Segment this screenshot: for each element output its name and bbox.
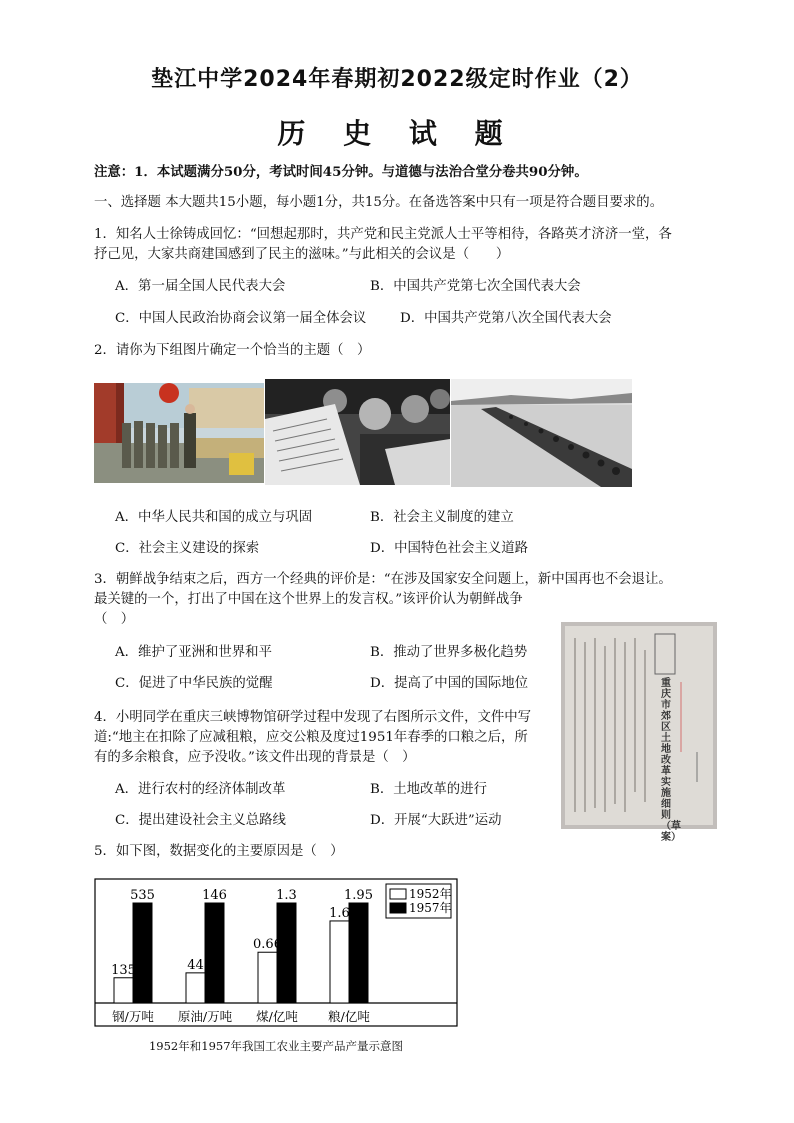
q2-option-c[interactable]: C．社会主义建设的探索 xyxy=(115,541,260,556)
q3-stem-line3: （ ） xyxy=(94,612,135,627)
bar-label-1952-2: 0.66 xyxy=(253,937,282,953)
q3-option-a[interactable]: A．维护了亚洲和世界和平 xyxy=(115,645,272,660)
q1-option-c[interactable]: C．中国人民政治协商会议第一届全体会议 xyxy=(115,311,367,326)
q4-option-a[interactable]: A．进行农村的经济体制改革 xyxy=(115,782,286,797)
q4-stem-line3: 有的多余粮食，应予没收。”该文件出现的背景是（ ） xyxy=(94,750,416,765)
bar-label-1952-0: 135 xyxy=(111,962,136,978)
bar-1957-0 xyxy=(133,903,152,1003)
bar-1952-0 xyxy=(114,978,133,1003)
bar-label-1957-1: 146 xyxy=(202,888,227,903)
q4-option-c[interactable]: C．提出建设社会主义总路线 xyxy=(115,813,286,828)
exam-title: 垫江中学2024年春期初2022级定时作业（2） xyxy=(151,67,643,92)
q1-option-d[interactable]: D．中国共产党第八次全国代表大会 xyxy=(400,311,612,326)
q4-option-b[interactable]: B．土地改革的进行 xyxy=(370,782,487,797)
legend-label-1957: 1957年 xyxy=(409,901,452,915)
legend-swatch-1957 xyxy=(390,903,406,913)
q4-stem-line2: 道:“地主在扣除了应减租粮，应交公粮及度过1951年春季的口粮之后，所 xyxy=(94,730,528,745)
section-heading: 一、选择题 本大题共15小题，每小题1分，共15分。在备选答案中只有一项是符合题目要求的。 xyxy=(94,195,664,210)
category-label-2: 煤/亿吨 xyxy=(256,1009,298,1024)
q4-option-d[interactable]: D．开展“大跃进”运动 xyxy=(370,813,502,828)
bar-label-1952-1: 44 xyxy=(187,957,204,973)
legend-label-1952: 1952年 xyxy=(409,887,452,901)
document-title: 重庆市郊区土地改革实施细则（草案） xyxy=(661,678,681,843)
troops-crossing-image xyxy=(451,379,632,487)
bar-1952-1 xyxy=(186,973,205,1003)
founding-ceremony-image xyxy=(94,383,264,483)
exam-subtitle: 历 史 试 题 xyxy=(277,117,517,150)
q3-option-c[interactable]: C．促进了中华民族的觉醒 xyxy=(115,676,273,691)
q2-option-a[interactable]: A．中华人民共和国的成立与巩固 xyxy=(115,510,313,525)
q5-stem: 5．如下图，数据变化的主要原因是（ ） xyxy=(94,844,344,859)
chart-caption: 1952年和1957年我国工农业主要产品产量示意图 xyxy=(148,1039,404,1053)
q1-stem-line1: 1．知名人士徐铸成回忆：“回想起那时，共产党和民主党派人士平等相待，各路英才济济一堂，各 xyxy=(94,227,672,242)
notice: 注意：1．本试题满分50分，考试时间45分钟。与道德与法治合堂分卷共90分钟。 xyxy=(94,164,588,180)
category-label-0: 钢/万吨 xyxy=(112,1009,154,1024)
bar-1957-3 xyxy=(349,903,368,1003)
bar-label-1957-3: 1.95 xyxy=(344,888,373,903)
bar-label-1957-0: 535 xyxy=(130,888,155,903)
category-label-1: 原油/万吨 xyxy=(177,1009,233,1024)
bar-label-1952-3: 1.6 xyxy=(329,905,350,921)
q2-option-d[interactable]: D．中国特色社会主义道路 xyxy=(370,541,529,556)
bar-1952-3 xyxy=(330,921,349,1003)
legend-swatch-1952 xyxy=(390,889,406,899)
production-bar-chart xyxy=(94,878,458,1028)
bar-label-1957-2: 1.3 xyxy=(276,888,297,903)
bar-1957-1 xyxy=(205,903,224,1003)
q1-option-a[interactable]: A．第一届全国人民代表大会 xyxy=(115,279,286,294)
q2-option-b[interactable]: B．社会主义制度的建立 xyxy=(370,510,514,525)
q1-option-b[interactable]: B．中国共产党第七次全国代表大会 xyxy=(370,279,581,294)
bar-1952-2 xyxy=(258,952,277,1003)
q4-stem-line1: 4．小明同学在重庆三峡博物馆研学过程中发现了右图所示文件，文件中写 xyxy=(94,710,532,725)
bar-1957-2 xyxy=(277,903,296,1003)
q3-option-d[interactable]: D．提高了中国的国际地位 xyxy=(370,676,529,691)
q3-stem-line1: 3．朝鲜战争结束之后，西方一个经典的评价是：“在涉及国家安全问题上，新中国再也不会退让。 xyxy=(94,572,672,587)
category-label-3: 粮/亿吨 xyxy=(328,1009,370,1024)
q1-stem-line2: 抒己见，大家共商建国感到了民主的滋味。”与此相关的会议是（ ） xyxy=(94,247,510,262)
q3-option-b[interactable]: B．推动了世界多极化趋势 xyxy=(370,645,528,660)
q2-stem: 2．请你为下组图片确定一个恰当的主题（ ） xyxy=(94,343,371,358)
q3-stem-line2: 最关键的一个，打出了中国在这个世界上的发言权。”该评价认为朝鲜战争 xyxy=(94,592,523,607)
land-reform-document-image xyxy=(561,622,717,843)
newspaper-crowd-image xyxy=(265,379,450,485)
